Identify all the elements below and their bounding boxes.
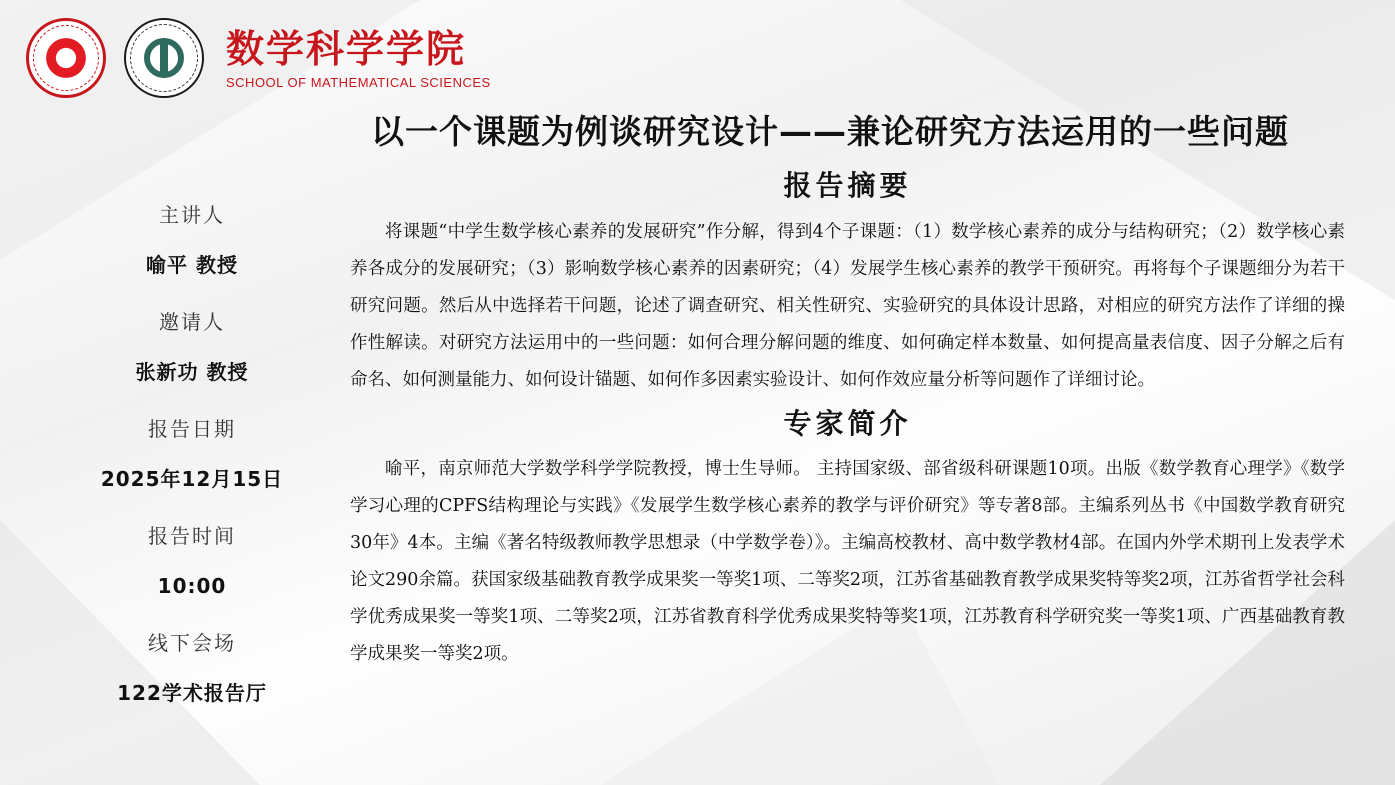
school-name — [226, 27, 491, 90]
inviter-label: 邀请人 — [159, 310, 225, 334]
page-title: 以一个课题为例谈研究设计——兼论研究方法运用的一些问题 — [371, 112, 1289, 151]
date-label: 报告日期 — [148, 417, 236, 441]
date-value: 2025年12月15日 — [100, 467, 284, 491]
school-logo — [124, 18, 204, 98]
school-name-en: SCHOOL OF MATHEMATICAL SCIENCES — [226, 74, 491, 90]
inviter-value: 张新功 教授 — [135, 360, 249, 384]
event-info-sidebar — [92, 195, 292, 730]
bio-text: 喻平，南京师范大学数学科学学院教授，博士生导师。 主持国家级、部省级科研课题10项。出版《数学教育心理学》《数学学习心理的CPFS结构理论与实践》《发展学生数学核心素养的教学与评价研究》等专著8部。主编系列丛书《中国数学教育研究30年》4本。主编《著名特级教师教学思想录（中学数学卷）》。主编高校教材、高中数学教材4部。在国内外学术期刊上发表学术论文290余篇。获国家级基础教育教学成果奖一等奖1项、二等奖2项，江苏省基础教育教学成果奖特等奖2项，江苏省哲学社会科学优秀成果奖一等奖1项、二等奖2项，江苏省教育科学优秀成果奖特等奖1项，江苏教育科学研究奖一等奖1项、广西基础教育教学成果奖一等奖2项。 — [350, 459, 1345, 664]
university-logo — [26, 18, 106, 98]
venue-value: 122学术报告厅 — [117, 681, 267, 705]
logo-ring — [33, 25, 99, 91]
abstract-heading: 报告摘要 — [783, 169, 912, 202]
speaker-label: 主讲人 — [159, 203, 225, 227]
time-value: 10:00 — [157, 574, 227, 598]
time-label: 报告时间 — [148, 524, 236, 548]
logo-emblem — [144, 38, 184, 78]
school-name-cn: 数学科学学院 — [226, 26, 467, 71]
venue-label: 线下会场 — [148, 631, 236, 655]
bio-heading: 专家简介 — [783, 407, 912, 440]
abstract-text: 将课题“中学生数学核心素养的发展研究”作分解，得到4个子课题：（1）数学核心素养的成分与结构研究；（2）数学核心素养各成分的发展研究；（3）影响数学核心素养的因素研究；（4）发展学生核心素养的教学干预研究。再将每个子课题细分为若干研究问题。然后从中选择若干问题，论述了调查研究、相关性研究、实验研究的具体设计思路，对相应的研究方法作了详细的操作性解读。对研究方法运用中的一些问题：如何合理分解问题的维度、如何确定样本数量、如何提高量表信度、因子分解之后有命名、如何测量能力、如何设计锚题、如何作多因素实验设计、如何作效应量分析等问题作了详细讨论。 — [350, 222, 1345, 390]
main-content — [350, 166, 1345, 673]
speaker-value: 喻平 教授 — [146, 253, 238, 277]
header — [26, 18, 491, 98]
